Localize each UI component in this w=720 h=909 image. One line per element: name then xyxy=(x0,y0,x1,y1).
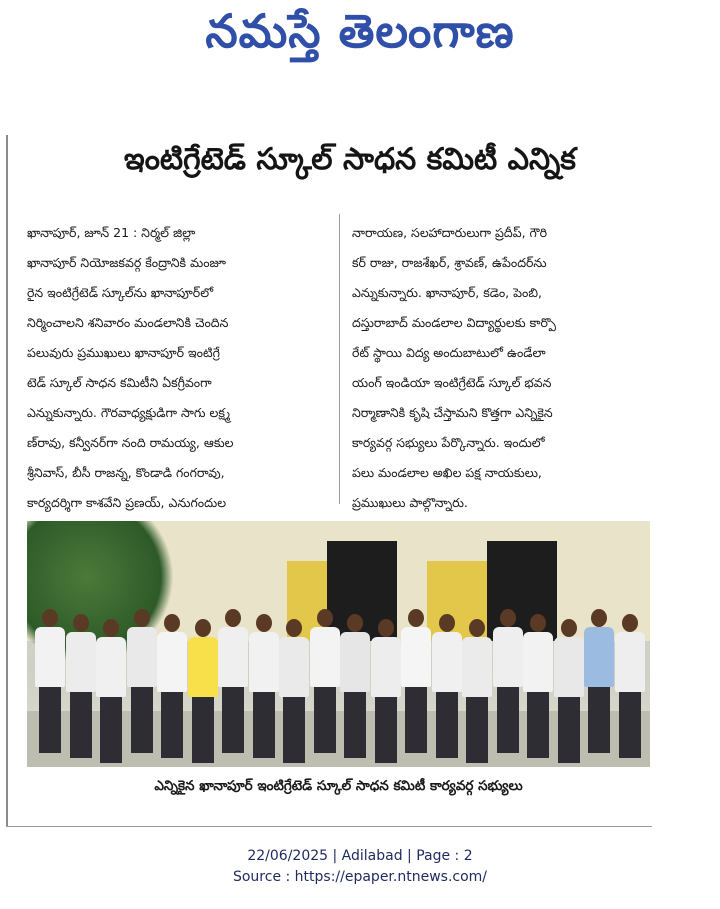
body-line: ప్రముఖులు పాల్గొన్నారు. xyxy=(352,495,468,510)
body-line: ణ్‌రావు, కన్వీనర్‌గా నంది రామయ్య, ఆకుల xyxy=(27,435,234,450)
body-line: నారాయణ, సలహాదారులుగా ప్రదీప్, గౌరి xyxy=(352,225,548,240)
body-line: ఎన్నుకున్నారు. ఖానాపూర్, కడెం, పెంబి, xyxy=(352,285,542,300)
photo-person xyxy=(430,614,464,764)
photo-person xyxy=(369,619,403,767)
photo-person xyxy=(491,609,525,759)
body-line: దస్తురాబాద్ మండలాల విద్యార్థులకు కార్పొ xyxy=(352,315,556,330)
body-line: శ్రీనివాస్, బీసీ రాజన్న, కొండాడి గంగరావు, xyxy=(27,465,225,480)
footer-date-edition: 22/06/2025 | Adilabad | Page : 2 xyxy=(247,848,473,864)
body-line: కర్ రాజు, రాజశేఖర్, శ్రావణ్, ఉపేందర్‌ను xyxy=(352,255,547,270)
photo-person xyxy=(613,614,647,764)
body-line: పలు మండలాల అఖిల పక్ష నాయకులు, xyxy=(352,465,542,480)
photo-person xyxy=(460,619,494,767)
body-line: ఖానాపూర్, జూన్ 21 : నిర్మల్ జిల్లా xyxy=(27,225,196,240)
body-line: రైన ఇంటిగ్రేటెడ్ స్కూల్‌ను ఖానాపూర్‌లో xyxy=(27,285,214,300)
footer-source: Source : https://epaper.ntnews.com/ xyxy=(232,869,488,885)
photo-person xyxy=(155,614,189,764)
photo-person xyxy=(521,614,555,764)
photo-person xyxy=(64,614,98,764)
article-column-right xyxy=(352,218,652,518)
photo-person xyxy=(552,619,586,767)
photo-person xyxy=(399,609,433,759)
photo-person xyxy=(186,619,220,767)
bottom-rule xyxy=(6,826,652,827)
body-line: రేట్ స్థాయి విద్య అందుబాటులో ఉండేలా xyxy=(352,345,546,360)
masthead-title: నమస్తే తెలంగాణ xyxy=(205,4,515,58)
body-line: ఎన్నుకున్నారు. గౌరవాధ్యక్షుడిగా సాగు లక్ష్మ xyxy=(27,405,231,420)
photo-person xyxy=(277,619,311,767)
photo-caption: ఎన్నికైన ఖానాపూర్ ఇంటిగ్రేటెడ్ స్కూల్ సాధన కమిటీ కార్యవర్గ సభ్యులు xyxy=(154,777,523,794)
photo-person xyxy=(247,614,281,764)
frame-left-rule xyxy=(6,135,8,827)
body-line: నిర్మించాలని శనివారం మండలానికి చెందిన xyxy=(27,315,229,330)
body-line: నిర్మాణానికి కృషి చేస్తామని కొత్తగా ఎన్నికైన xyxy=(352,405,553,420)
photo-person xyxy=(582,609,616,759)
article-headline: ఇంటిగ్రేటెడ్ స్కూల్ సాధన కమిటీ ఎన్నిక xyxy=(124,142,576,177)
body-line: ఖానాపూర్ నియోజకవర్గ కేంద్రానికి మంజూ xyxy=(27,255,226,270)
body-line: యంగ్ ఇండియా ఇంటిగ్రేటెడ్ స్కూల్ భవన xyxy=(352,375,552,390)
photo-person xyxy=(33,609,67,759)
group-photo xyxy=(27,521,650,767)
photo-person xyxy=(94,619,128,767)
photo-person xyxy=(216,609,250,759)
body-line: పలువురు ప్రముఖులు ఖానాపూర్ ఇంటిగ్రే xyxy=(27,345,220,360)
article-column-left xyxy=(27,218,327,518)
body-line: కార్యవర్గ సభ్యులు పేర్కొన్నారు. ఇందులో xyxy=(352,435,545,450)
photo-person xyxy=(308,609,342,759)
body-line: కార్యదర్శిగా కాశవేని ప్రణయ్, ఎనుగందుల xyxy=(27,495,227,510)
photo-person xyxy=(125,609,159,759)
column-divider xyxy=(339,214,340,504)
photo-person xyxy=(338,614,372,764)
body-line: టెడ్ స్కూల్ సాధన కమిటీని ఏకగ్రీవంగా xyxy=(27,375,212,390)
